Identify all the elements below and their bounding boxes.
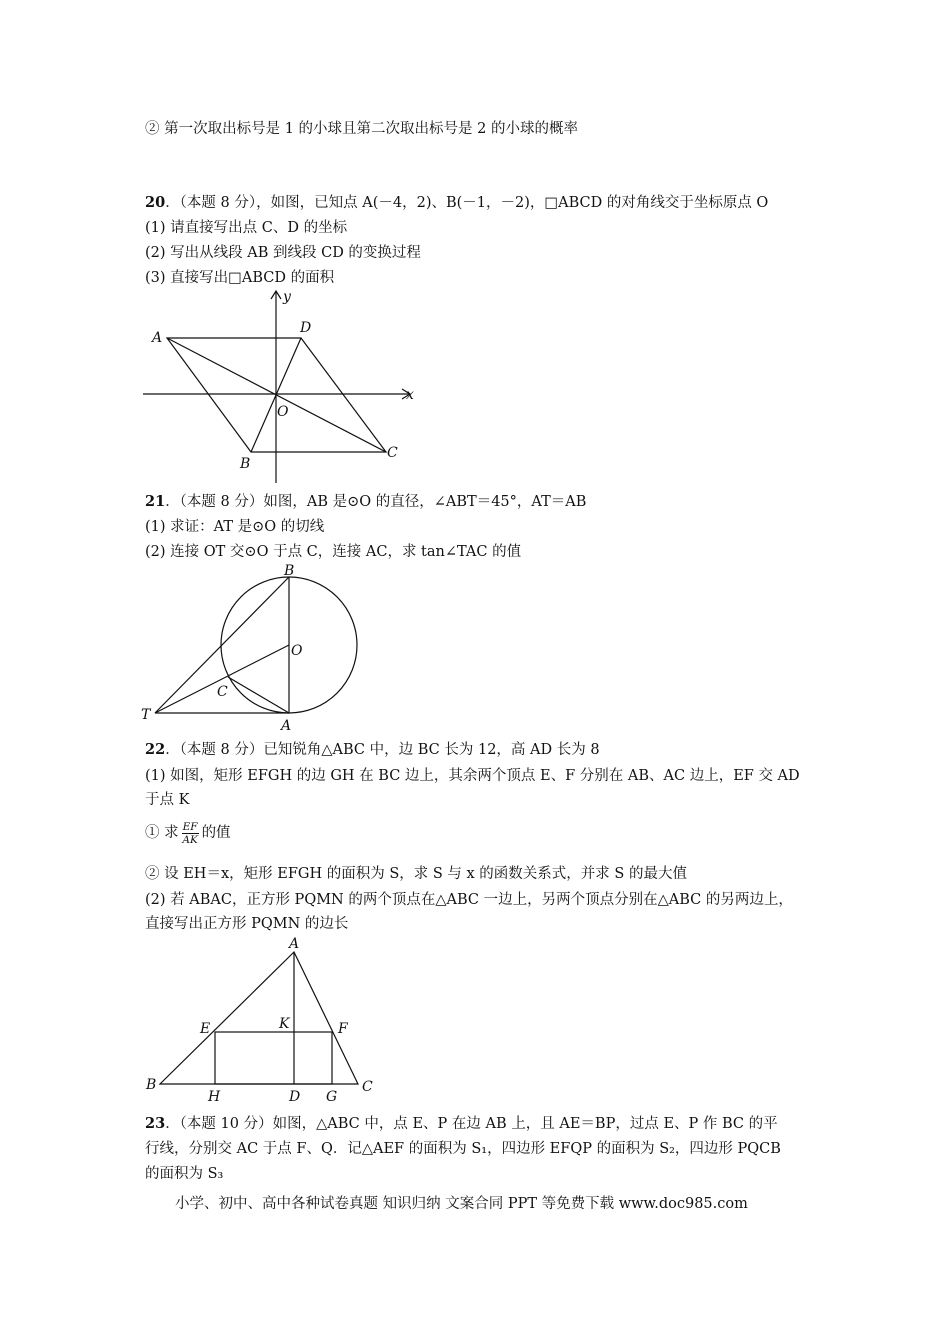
- q21-part1: (1) 求证：AT 是⊙O 的切线: [145, 519, 325, 535]
- q23-number: 23: [145, 1115, 166, 1132]
- fraction-ef-ak: [182, 821, 199, 846]
- q22-head-text: ．（本题 8 分）已知锐角△ABC 中，边 BC 长为 12，高 AD 长为 8: [165, 742, 600, 758]
- q22-number: 22: [145, 741, 166, 758]
- q21-number: 21: [145, 493, 166, 510]
- label-c: C: [217, 684, 228, 700]
- fraction-denominator: AK: [182, 833, 198, 846]
- q23-line1: [145, 1114, 778, 1134]
- label-c: C: [387, 445, 398, 461]
- label-o: O: [277, 404, 289, 420]
- label-e: E: [200, 1021, 211, 1037]
- label-c: C: [362, 1079, 373, 1095]
- label-h: H: [208, 1089, 221, 1102]
- q23-line1-text: ．（本题 10 分）如图，△ABC 中，点 E、P 在边 AB 上，且 AE＝BP，过点 E、P 作 BC 的平: [165, 1116, 778, 1132]
- fraction-numerator: EF: [182, 820, 198, 833]
- q20-part2: (2) 写出从线段 AB 到线段 CD 的变换过程: [145, 245, 421, 261]
- label-g: G: [326, 1089, 338, 1102]
- label-o: O: [291, 643, 303, 659]
- label-b: B: [146, 1077, 157, 1093]
- label-a: A: [152, 330, 163, 346]
- page-footer: 小学、初中、高中各种试卷真题 知识归纳 文案合同 PPT 等免费下载 www.doc985.com: [175, 1196, 748, 1212]
- q20-part3: (3) 直接写出□ABCD 的面积: [145, 270, 335, 286]
- q22-sub1-suffix: 的值: [201, 825, 231, 841]
- label-a: A: [281, 718, 292, 734]
- label-x: x: [406, 387, 414, 403]
- q22-heading: [145, 740, 600, 760]
- label-b: B: [240, 456, 251, 472]
- q19-part2: ② 第一次取出标号是 1 的小球且第二次取出标号是 2 的小球的概率: [145, 121, 578, 137]
- q22-part2-line2: 直接写出正方形 PQMN 的边长: [145, 916, 349, 932]
- q22-sub2: ② 设 EH＝x，矩形 EFGH 的面积为 S，求 S 与 x 的函数关系式，并求 S 的最大值: [145, 866, 687, 882]
- triangle-abc: [160, 952, 358, 1084]
- q22-figure: [140, 932, 380, 1102]
- q21-figure: [135, 560, 375, 735]
- q22-sub1: [145, 818, 231, 848]
- rectangle-efgh: [215, 1032, 332, 1084]
- label-y: y: [283, 289, 291, 305]
- label-d: D: [289, 1089, 301, 1102]
- label-f: F: [338, 1021, 348, 1037]
- q23-line2: 行线，分别交 AC 于点 F、Q．记△AEF 的面积为 S₁，四边形 EFQP 的面积为 S₂，四边形 PQCB: [145, 1141, 781, 1157]
- q23-line3: 的面积为 S₃: [145, 1166, 224, 1182]
- label-t: T: [141, 707, 151, 723]
- q20-part1: (1) 请直接写出点 C、D 的坐标: [145, 220, 348, 236]
- q22-part2-line1: (2) 若 ABAC，正方形 PQMN 的两个顶点在△ABC 一边上，另两个顶点分别在△ABC 的另两边上，: [145, 892, 793, 908]
- segment-ac: [228, 677, 289, 713]
- label-k: K: [279, 1016, 290, 1032]
- q21-heading: [145, 492, 586, 512]
- q22-sub1-prefix: ① 求: [145, 825, 179, 841]
- label-b: B: [284, 563, 295, 579]
- q20-heading: [145, 193, 768, 213]
- q22-part1-line2: 于点 K: [145, 792, 190, 808]
- label-d: D: [300, 320, 312, 336]
- q21-part2: (2) 连接 OT 交⊙O 于点 C，连接 AC，求 tan∠TAC 的值: [145, 544, 522, 560]
- q20-number: 20: [145, 194, 166, 211]
- label-a: A: [289, 936, 300, 952]
- q21-head-text: ．（本题 8 分）如图，AB 是⊙O 的直径，∠ABT＝45°，AT＝AB: [165, 494, 587, 510]
- q20-figure: [140, 285, 430, 490]
- q20-head-text: ．（本题 8 分），如图，已知点 A(－4，2)、B(－1，－2)，□ABCD 的对角线交于坐标原点 O: [165, 195, 769, 211]
- q22-part1-line1: (1) 如图，矩形 EFGH 的边 GH 在 BC 边上，其余两个顶点 E、F 分别在 AB、AC 边上，EF 交 AD: [145, 768, 800, 784]
